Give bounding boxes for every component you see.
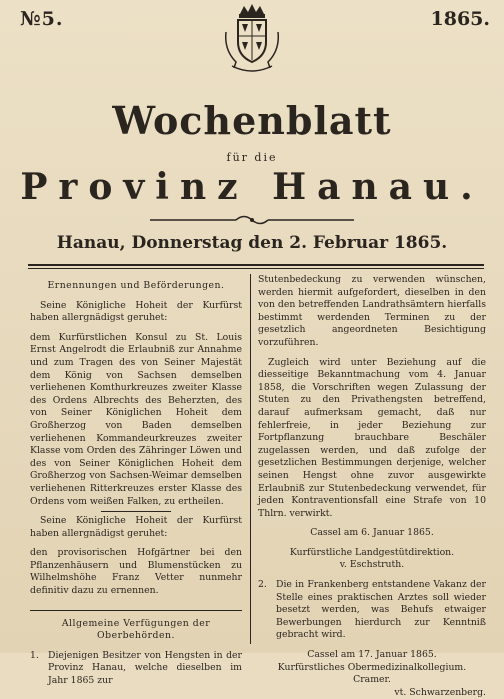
issuing-authority-1: Kurfürstliche Landgestütdirektion. (289, 546, 455, 558)
signature-3: vt. Schwarzenberg. (394, 686, 486, 698)
newspaper-title: Wochenblatt (112, 98, 392, 143)
header-rule-thick (28, 264, 484, 266)
ordinance-item-1 (30, 650, 242, 688)
item-text: Diejenigen Besitzer von Hengsten in der Provinz Hanau, welche dieselben im Jahr 1865 zur (48, 649, 242, 687)
ornament-divider (150, 213, 354, 227)
issuing-authority-2: Kurfürstliches Obermedizinalkollegium. (277, 661, 467, 673)
continued-text: Stutenbedeckung zu verwenden wünschen, werden hiermit aufgefordert, dieselben in den von den betreffenden Landrathsämtern hierfalls bestimmt werdenden Terminen zu der gesetzlich angeordneten Besichtigung vorzuführen. (258, 274, 486, 348)
signature-1: v. Eschstruth. (339, 559, 405, 571)
section-rule (30, 610, 242, 611)
section-heading-ordinances: Allgemeine Verfügungen der Oberbehörden. (61, 617, 211, 642)
place-date-2: Cassel am 17. Januar 1865. (307, 649, 437, 661)
item-number: 1. (30, 649, 39, 661)
item-number: 2. (258, 579, 267, 591)
ordinance-paragraph: Zugleich wird unter Beziehung auf die diesseitige Bekanntmachung vom 4. Januar 1858, die Vorschriften wegen Zulassung der Stuten zu den Privathengsten betreffend, darauf aufmerksam gemacht, daß nur fehlerfreie, in jeder Beziehung zur Fortpflanzung brauchbare Beschäler zugelassen werden, und daß zufolge der gesetzlichen Bestimmungen derjenige, welcher seinen Hengst ohne zuvor ausgewirkte Erlaubniß zur Stutenbedeckung verwendet, für jeden Kontraventionsfall eine Strafe von 10 Thlrn. verwirkt. (258, 356, 486, 519)
ordinance-item-2 (258, 579, 486, 642)
separator (101, 511, 171, 512)
right-column (258, 274, 486, 699)
decree-intro-2: Seine Königliche Hoheit der Kurfürst haben allergnädigst geruhet: (30, 515, 242, 539)
signature-2: Cramer. (353, 674, 391, 686)
coat-of-arms-icon (222, 2, 282, 76)
dateline: Hanau, Donnerstag den 2. Februar 1865. (56, 233, 448, 253)
issue-number: №5. (20, 8, 64, 30)
header-rule-thin (28, 268, 484, 269)
column-divider (250, 274, 251, 644)
decree-body-2: den provisorischen Hofgärtner bei den Pflanzenhäusern und Blumenstücken zu Wilhelmshöhe Franz Vetter nunmehr definitiv dazu zu ernennen. (30, 547, 242, 597)
title-connector: für die (226, 151, 278, 164)
section-heading-appointments: Ernennungen und Beförderungen. (47, 280, 225, 291)
decree-body-1: dem Kurfürstlichen Konsul zu St. Louis Ernst Angelrodt die Erlaubniß zur Annahme und zum Tragen des von Seiner Majestät dem König von Sachsen demselben verliehenen Komthurkreuzes zweiter Klasse des Ordens Albrechts des Beherzten, des von Seiner Königlichen Hoheit dem Großherzog von Baden demselben verliehenen Kommandeurkreuzes zweiter Klasse vom Orden des Zähringer Löwen und des von Seiner Königlichen Hoheit dem Großherzog von Sachsen-Weimar demselben verliehenen Ritterkreuzes erster Klasse des Ordens vom weißen Falken, zu ertheilen. (30, 331, 242, 507)
item-text: Die in Frankenberg entstandene Vakanz der Stelle eines praktischen Arztes soll wieder besetzt werden, was Behufs etwaiger Bewerbungen hierdurch zur Kenntniß gebracht wird. (276, 579, 486, 641)
newspaper-subtitle: Provinz Hanau. (20, 166, 484, 208)
place-date-1: Cassel am 6. Januar 1865. (310, 527, 434, 539)
left-column (30, 280, 242, 688)
decree-intro-1: Seine Königliche Hoheit der Kurfürst haben allergnädigst geruhet: (30, 299, 242, 324)
issue-year: 1865. (430, 8, 490, 30)
